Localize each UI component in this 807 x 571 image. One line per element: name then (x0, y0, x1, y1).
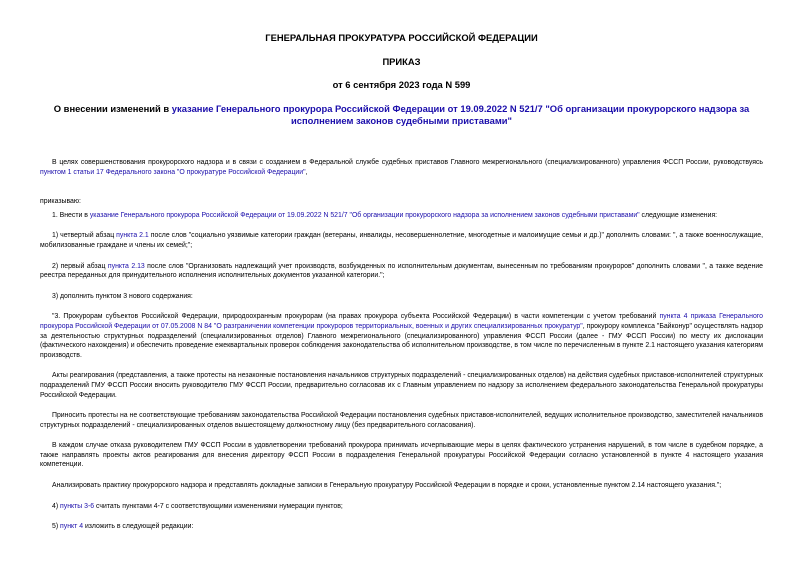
item-1-link[interactable]: указание Генерального прокурора Российской Федерации от 19.09.2022 N 521/7 "Об организации прокурорского надзора за исполнением законов судебными приставами" (89, 211, 640, 219)
quote-5-paragraph: Анализировать практику прокурорского надзора и представлять докладные записки в Генеральную прокуратуру Российской Федерации в порядке и сроки, установленные пунктом 2.14 настоящего указания."; (52, 482, 722, 490)
quote-3-paragraph: Приносить протесты на не соответствующие требованиям законодательства Российской Федерации постановления судебных приставов-исполнителей, ведущих исполнительное производство, заместителей начальников структурных подразделений - специализированных отделов вышестоящему должностному лицу (без предварительного согласования). (40, 412, 763, 429)
subitem-1-link[interactable]: пункта 2.1 (116, 232, 149, 240)
subitem-2-prefix: 2) первый абзац (52, 262, 108, 270)
intro-paragraph (40, 158, 763, 177)
item-1-paragraph (40, 211, 763, 221)
subitem-5-prefix: 5) (52, 523, 61, 531)
subitem-4-prefix: 4) (52, 502, 61, 510)
subitem-4-link[interactable]: пункты 3-6 (60, 502, 95, 510)
subitem-1-paragraph (40, 231, 763, 250)
subitem-1-prefix: 1) четвертый абзац (52, 232, 117, 240)
subitem-5-link[interactable]: пункт 4 (60, 523, 84, 531)
quote-1-prefix: "3. Прокурорам субъектов Российской Федерации, природоохранным прокурорам (на правах прокурора субъекта Российской Федерации) в части компетенции с учетом требований (52, 313, 660, 321)
subitem-4-paragraph (40, 502, 763, 512)
intro-text-1: В целях совершенствования прокурорского надзора и в связи с созданием в Федеральной службе судебных приставов Главного межрегионального (специализированного) управления ФССП России, руководствуясь (52, 159, 763, 166)
title-prefix: О внесении изменений в (53, 103, 172, 114)
subitem-2-paragraph (40, 262, 763, 281)
item-1-prefix: 1. Внести в (52, 211, 90, 219)
intro-law-link[interactable]: пунктом 1 статьи 17 Федерального закона "О прокуратуре Российской Федерации" (40, 168, 306, 176)
subitem-2-link[interactable]: пункта 2.13 (107, 262, 145, 270)
quote-4-paragraph: В каждом случае отказа руководителем ГМУ ФССП России в удовлетворении требований прокурора принимать исчерпывающие меры в целях фактического устранения нарушений, в том числе в судебном порядке, а также направлять проекты актов реагирования для внесения директору ФССП России в подразделения Генеральной прокуратуры Российской Федерации согласно установленной в пункте 4 настоящего указания компетенции. (40, 442, 763, 469)
quote-1-link[interactable]: пункта 4 приказа Генерального прокурора Российской Федерации от 07.05.2008 N 84 "О разграничении компетенции прокуроров территориальных, военных и других специализированных прокуратур" (40, 313, 763, 330)
quote-1-suffix: , прокурору комплекса "Байконур" осуществлять надзор за деятельностью структурных подразделений (специализированных отделов) Главного межрегионального (специализированного) управления ФССП России (далее - ГМУ ФССП России) по месту их дислокации (фактического нахождения) и обеспечить проведение ежеквартальных проверок соблюдения законодательства об исполнительном производстве, в том числе по перечисленным в пункте 2.1 настоящего указания категориям производств. (40, 322, 763, 359)
quote-1-paragraph (40, 312, 763, 360)
subitem-5-paragraph (40, 522, 763, 532)
subitem-3-paragraph: 3) дополнить пунктом 3 нового содержания: (52, 292, 193, 300)
subitem-4-suffix: считать пунктами 4-7 с соответствующими изменениями нумерации пунктов; (94, 502, 343, 510)
document-title (40, 103, 763, 127)
subitem-5-suffix: изложить в следующей редакции: (83, 523, 194, 531)
subitem-1-suffix: после слов "социально уязвимые категории граждан (ветераны, инвалиды, несовершеннолетние, многодетные и малоимущие семьи и др.)" дополнить словами: ", а также военнослужащие, мобилизованные граждане и члены их семей;"; (40, 232, 763, 249)
quote-2-paragraph: Акты реагирования (представления, а также протесты на незаконные постановления начальников структурных подразделений - специализированных отделов) на действия судебных приставов-исполнителей структурных подразделений ГМУ ФССП России вносить руководителю ГМУ ФССП России, предварительно согласовав их с Главным управлением по надзору за исполнением федерального законодательства Генеральной прокуратуры Российской Федерации. (40, 372, 763, 399)
title-link[interactable]: указание Генерального прокурора Российской Федерации от 19.09.2022 N 521/7 "Об организации прокурорского надзора за исполнением законов судебными приставами" (171, 103, 750, 126)
date-number-heading: от 6 сентября 2023 года N 599 (332, 79, 471, 90)
intro-text-2: , (305, 168, 308, 176)
subitem-2-suffix: после слов "Организовать надлежащий учет производств, возбужденных по исполнительным документам, вынесенным по требованиям прокуроров" дополнить словами ", а также ведение реестра переданных для принудительного исполнения исполнительных документов указанной категории."; (40, 262, 763, 280)
item-1-suffix: следующие изменения: (639, 211, 718, 219)
document-type-heading: ПРИКАЗ (382, 56, 421, 67)
order-word: приказываю: (40, 198, 81, 206)
agency-heading: ГЕНЕРАЛЬНАЯ ПРОКУРАТУРА РОССИЙСКОЙ ФЕДЕРАЦИИ (265, 32, 538, 43)
